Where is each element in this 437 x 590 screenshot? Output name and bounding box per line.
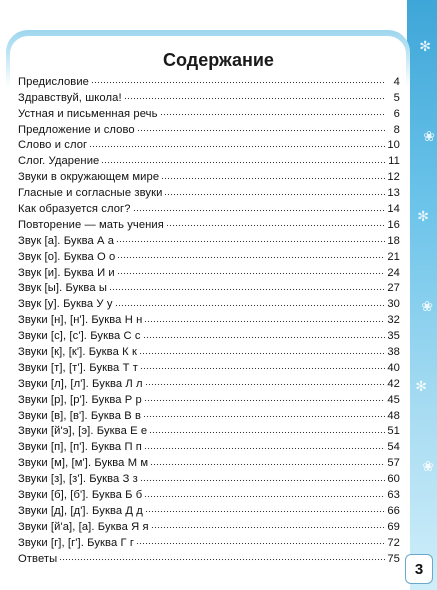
toc-entry-page: 38 bbox=[387, 346, 400, 359]
toc-entry-title: Повторение — мать учения bbox=[18, 218, 164, 231]
toc-entry-page: 69 bbox=[387, 520, 400, 533]
toc-entry bbox=[18, 549, 400, 565]
toc-entry-page: 24 bbox=[387, 266, 400, 279]
dot-leader bbox=[115, 303, 385, 307]
toc-entry-page: 4 bbox=[393, 75, 400, 88]
toc-entry-page: 63 bbox=[387, 489, 400, 502]
toc-entry bbox=[18, 215, 400, 231]
toc-entry bbox=[18, 406, 400, 422]
toc-entry bbox=[18, 501, 400, 517]
toc-entry-page: 5 bbox=[393, 91, 400, 104]
toc-entry-title: Звук [ы]. Буква ы bbox=[18, 282, 107, 295]
dot-leader bbox=[140, 478, 385, 482]
toc-entry-title: Звуки [г], [г']. Буква Г г bbox=[18, 536, 135, 549]
toc-entry-page: 21 bbox=[387, 250, 400, 263]
dot-leader bbox=[133, 208, 385, 212]
toc-entry bbox=[18, 88, 400, 104]
toc-entry bbox=[18, 231, 400, 247]
toc-entry-page: 45 bbox=[387, 393, 400, 406]
toc-entry-page: 18 bbox=[387, 234, 400, 247]
toc-entry bbox=[18, 136, 400, 152]
toc-entry-title: Слог. Ударение bbox=[18, 155, 100, 168]
toc-entry-title: Звуки [б], [б']. Буква Б б bbox=[18, 489, 143, 502]
toc-entry-title: Звуки [р], [р']. Буква Р р bbox=[18, 393, 142, 406]
dot-leader bbox=[117, 272, 385, 276]
toc-entry-title: Как образуется слог? bbox=[18, 203, 131, 216]
toc-entry-page: 60 bbox=[387, 473, 400, 486]
toc-entry bbox=[18, 517, 400, 533]
toc-entry bbox=[18, 263, 400, 279]
toc-entry-page: 30 bbox=[387, 298, 400, 311]
toc-entry bbox=[18, 422, 400, 438]
dot-leader bbox=[124, 97, 385, 101]
toc-entry bbox=[18, 342, 400, 358]
toc-entry bbox=[18, 374, 400, 390]
flower-icon: ✻ bbox=[415, 379, 427, 395]
toc-entry bbox=[18, 294, 400, 310]
toc-entry bbox=[18, 533, 400, 549]
dot-leader bbox=[91, 81, 385, 85]
dot-leader bbox=[144, 494, 385, 498]
toc-entry-page: 51 bbox=[387, 425, 400, 438]
toc-entry-title: Гласные и согласные звуки bbox=[18, 187, 163, 200]
dot-leader bbox=[143, 415, 385, 419]
table-of-contents bbox=[18, 72, 400, 565]
dot-leader bbox=[144, 399, 385, 403]
toc-entry-page: 27 bbox=[387, 282, 400, 295]
dot-leader bbox=[89, 144, 385, 148]
toc-entry-page: 6 bbox=[393, 107, 400, 120]
toc-entry bbox=[18, 453, 400, 469]
toc-entry bbox=[18, 151, 400, 167]
dot-leader bbox=[161, 176, 385, 180]
dot-leader bbox=[144, 319, 385, 323]
dot-leader bbox=[145, 510, 385, 514]
toc-entry-title: Звуки [й'а], [а]. Буква Я я bbox=[18, 520, 149, 533]
dot-leader bbox=[164, 192, 385, 196]
toc-entry bbox=[18, 183, 400, 199]
toc-entry-title: Звуки [н], [н']. Буква Н н bbox=[18, 314, 143, 327]
toc-entry-page: 42 bbox=[387, 377, 400, 390]
toc-entry bbox=[18, 485, 400, 501]
toc-entry-page: 10 bbox=[387, 139, 400, 152]
toc-entry bbox=[18, 72, 400, 88]
page-title: Содержание bbox=[163, 50, 274, 70]
dot-leader bbox=[139, 351, 385, 355]
toc-entry-title: Устная и письменная речь bbox=[18, 107, 158, 120]
toc-entry-title: Звуки [т], [т']. Буква Т т bbox=[18, 361, 138, 374]
flower-icon: ❀ bbox=[422, 459, 434, 475]
toc-entry-title: Звук [о]. Буква О о bbox=[18, 250, 116, 263]
toc-entry-page: 57 bbox=[387, 457, 400, 470]
decorative-side-border bbox=[407, 0, 437, 590]
toc-entry-title: Звуки [м], [м']. Буква М м bbox=[18, 457, 149, 470]
toc-entry bbox=[18, 199, 400, 215]
toc-entry-page: 75 bbox=[387, 552, 400, 565]
toc-entry-page: 40 bbox=[387, 361, 400, 374]
page-number-badge: 3 bbox=[405, 554, 433, 584]
flower-icon: ❀ bbox=[421, 299, 433, 315]
toc-entry bbox=[18, 104, 400, 120]
toc-entry-title: Звук [у]. Буква У у bbox=[18, 298, 113, 311]
dot-leader bbox=[117, 256, 385, 260]
toc-entry-title: Звуки [з], [з']. Буква З з bbox=[18, 473, 138, 486]
toc-entry-page: 12 bbox=[387, 171, 400, 184]
toc-entry-title: Звуки [д], [д']. Буква Д д bbox=[18, 504, 143, 517]
toc-entry-page: 66 bbox=[387, 504, 400, 517]
dot-leader bbox=[151, 526, 385, 530]
flower-icon: ❀ bbox=[423, 129, 435, 145]
dot-leader bbox=[143, 335, 385, 339]
dot-leader bbox=[145, 383, 385, 387]
dot-leader bbox=[149, 430, 385, 434]
toc-entry-title: Звуки [й'э], [э]. Буква Е е bbox=[18, 425, 148, 438]
toc-entry-page: 16 bbox=[387, 218, 400, 231]
toc-entry bbox=[18, 437, 400, 453]
toc-entry-title: Звук [а]. Буква А а bbox=[18, 234, 115, 247]
dot-leader bbox=[144, 446, 385, 450]
toc-entry-title: Звуки [п], [п']. Буква П п bbox=[18, 441, 142, 454]
toc-entry-page: 8 bbox=[393, 123, 400, 136]
dot-leader bbox=[166, 224, 385, 228]
toc-entry bbox=[18, 167, 400, 183]
toc-entry-title: Предложение и слово bbox=[18, 123, 135, 136]
toc-entry bbox=[18, 326, 400, 342]
toc-entry bbox=[18, 120, 400, 136]
toc-entry-page: 54 bbox=[387, 441, 400, 454]
toc-entry-title: Ответы bbox=[18, 552, 58, 565]
toc-entry bbox=[18, 358, 400, 374]
toc-entry-title: Звуки [л], [л']. Буква Л л bbox=[18, 377, 143, 390]
toc-entry-page: 35 bbox=[387, 330, 400, 343]
toc-entry-page: 13 bbox=[387, 187, 400, 200]
dot-leader bbox=[160, 113, 385, 117]
toc-entry bbox=[18, 279, 400, 295]
dot-leader bbox=[101, 160, 385, 164]
toc-entry bbox=[18, 310, 400, 326]
dot-leader bbox=[109, 287, 385, 291]
toc-entry-page: 14 bbox=[387, 203, 400, 216]
toc-entry bbox=[18, 390, 400, 406]
toc-entry bbox=[18, 247, 400, 263]
toc-entry-page: 72 bbox=[387, 536, 400, 549]
dot-leader bbox=[137, 129, 385, 133]
toc-entry-title: Предисловие bbox=[18, 75, 89, 88]
toc-entry-page: 11 bbox=[388, 155, 400, 168]
toc-entry-title: Здравствуй, школа! bbox=[18, 91, 122, 104]
flower-icon: ✻ bbox=[417, 209, 429, 225]
toc-entry-title: Звуки в окружающем мире bbox=[18, 171, 160, 184]
toc-entry-title: Слово и слог bbox=[18, 139, 88, 152]
dot-leader bbox=[59, 558, 385, 562]
toc-entry-page: 48 bbox=[387, 409, 400, 422]
dot-leader bbox=[140, 367, 385, 371]
toc-entry-page: 32 bbox=[387, 314, 400, 327]
dot-leader bbox=[136, 542, 385, 546]
toc-entry-title: Звуки [в], [в']. Буква В в bbox=[18, 409, 142, 422]
dot-leader bbox=[116, 240, 385, 244]
dot-leader bbox=[150, 462, 385, 466]
toc-entry bbox=[18, 469, 400, 485]
toc-entry-title: Звуки [с], [с']. Буква С с bbox=[18, 330, 141, 343]
toc-entry-title: Звук [и]. Буква И и bbox=[18, 266, 115, 279]
flower-icon: ✻ bbox=[419, 39, 431, 55]
toc-entry-title: Звуки [к], [к']. Буква К к bbox=[18, 346, 137, 359]
